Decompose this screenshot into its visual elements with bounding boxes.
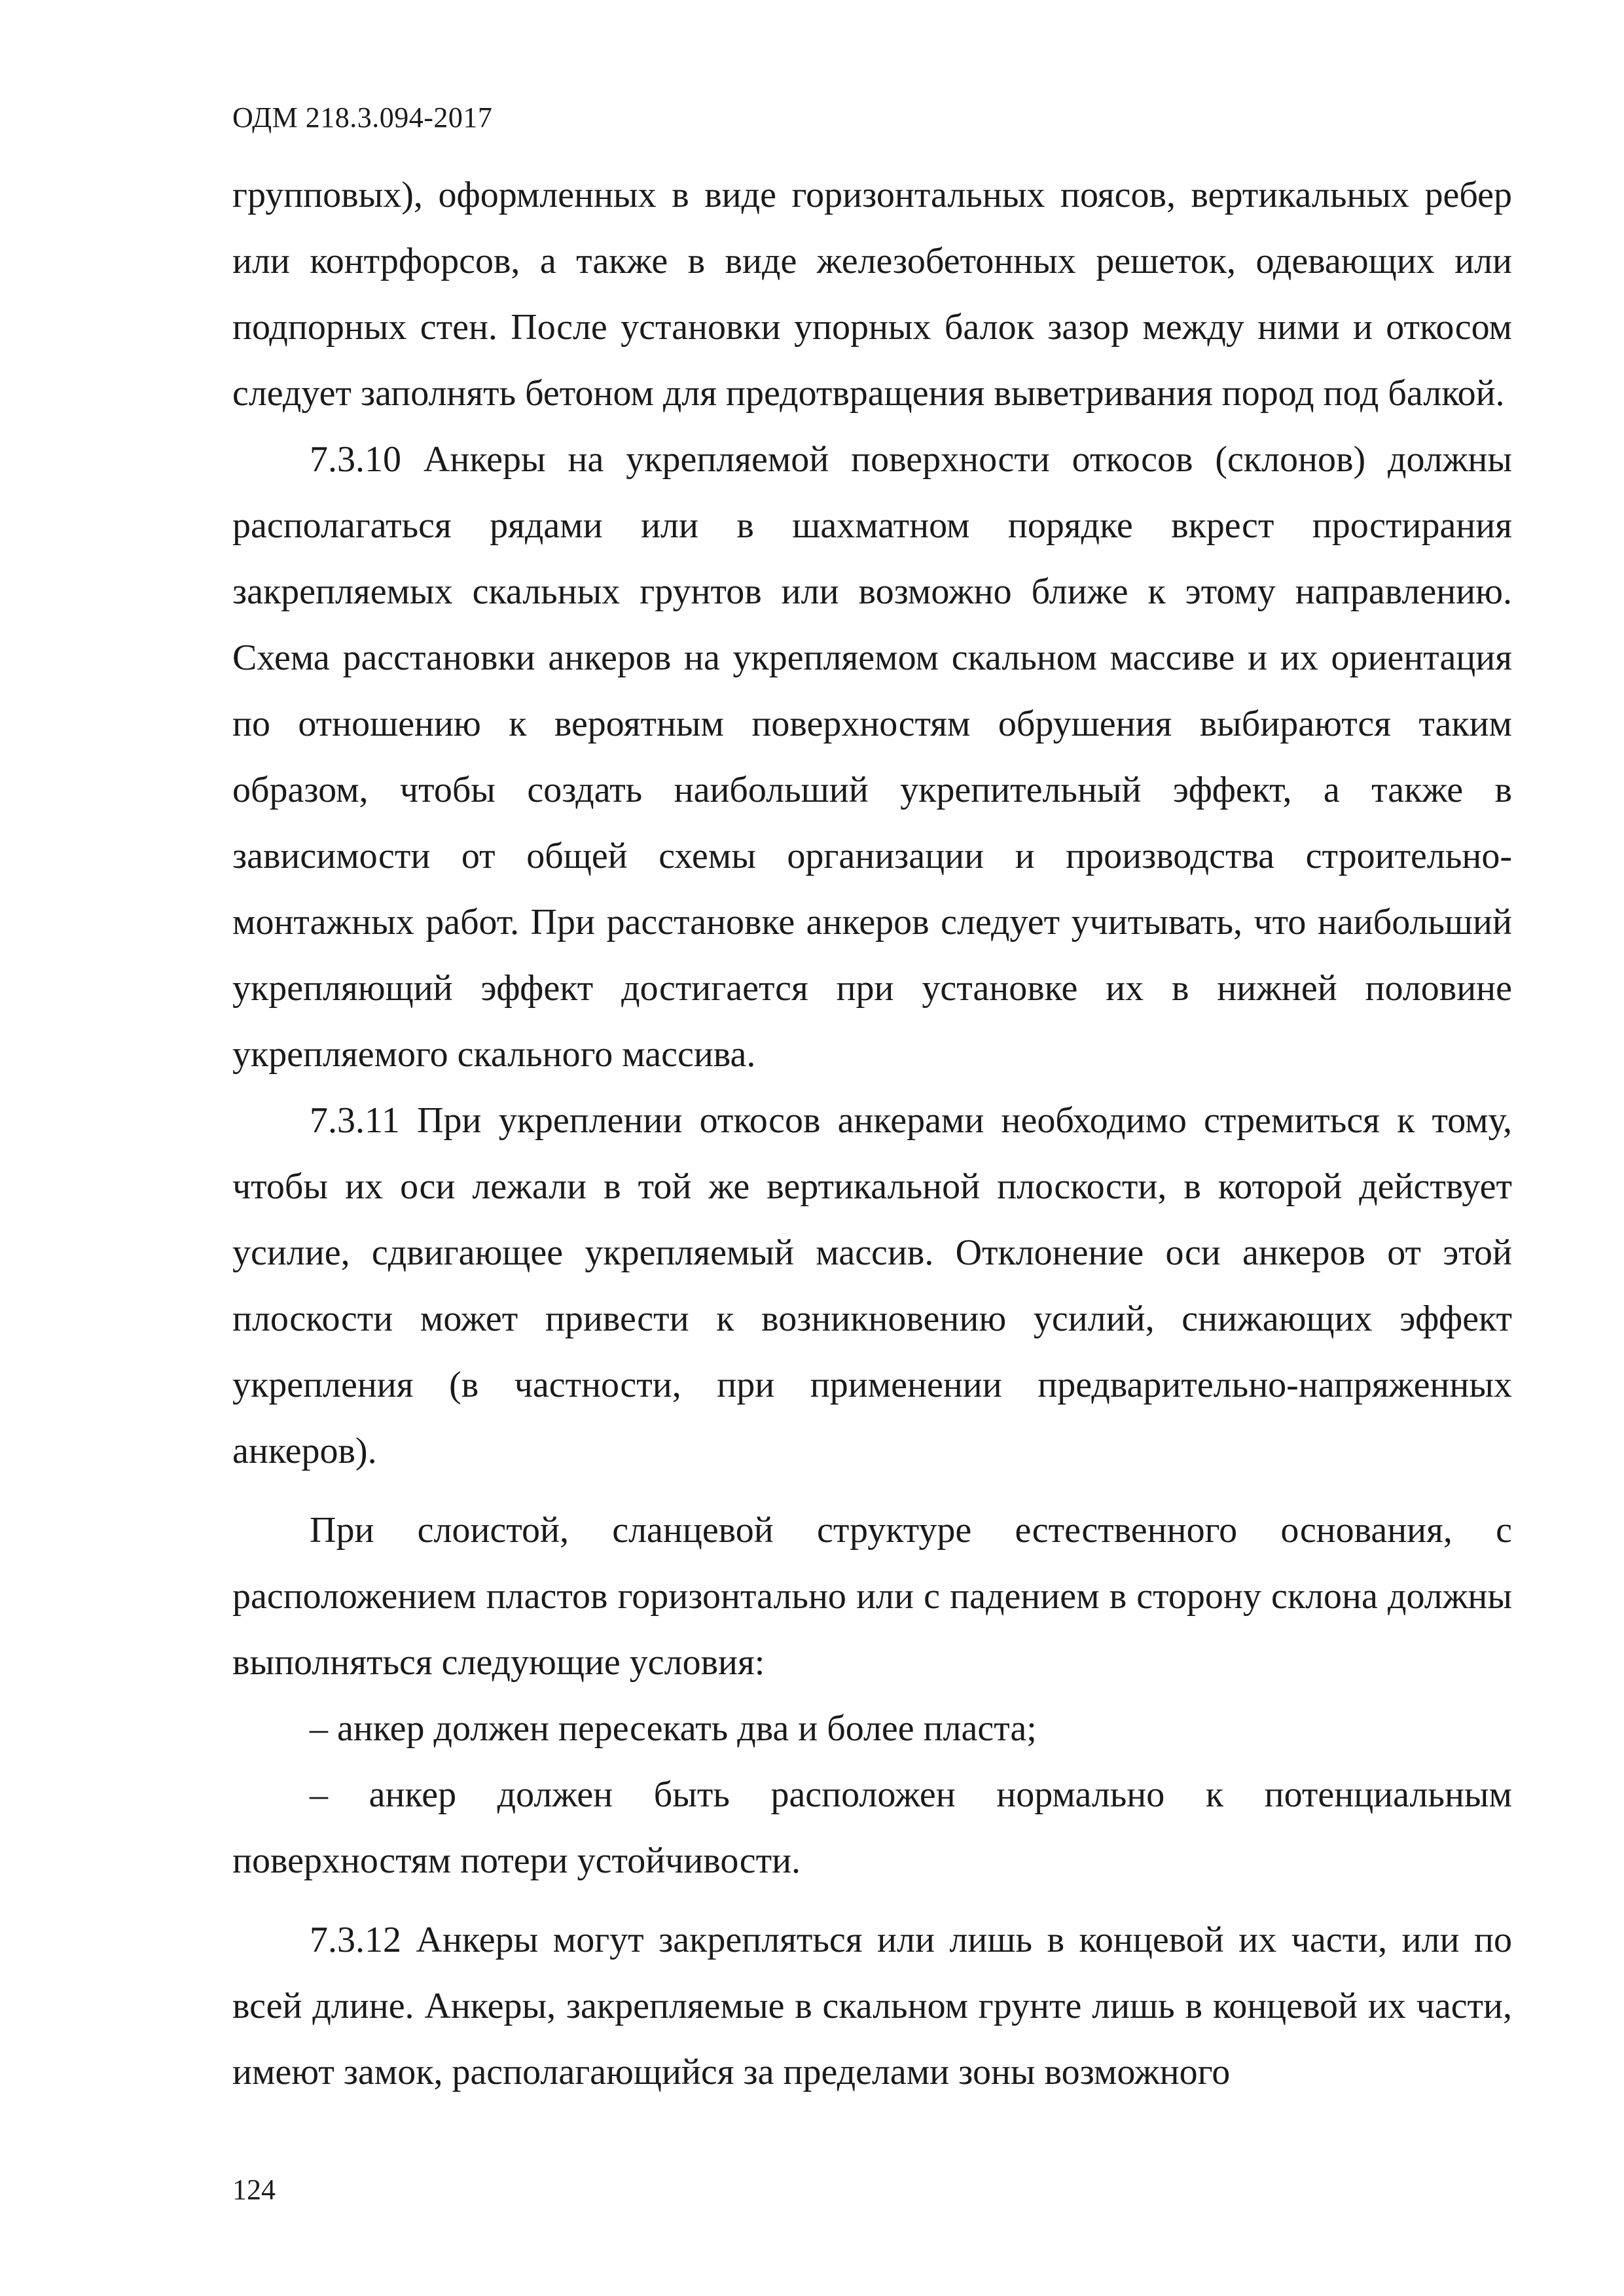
document-code-header: ОДМ 218.3.094-2017 xyxy=(232,101,493,134)
list-item-condition-2: – анкер должен быть расположен нормально к потенциальным поверхностям потери устойчивости. xyxy=(232,1774,1512,1881)
paragraph-7-3-12: 7.3.12 Анкеры могут закрепляться или лишь в концевой их части, или по всей длине. Анкеры, закрепляемые в скальном грунте лишь в концевой их части, имеют замок, располагающийся за пределами зоны возможного xyxy=(232,1920,1512,2092)
page-body xyxy=(232,162,1512,2106)
page-number: 124 xyxy=(232,2174,276,2206)
list-item-condition-1: – анкер должен пересекать два и более пласта; xyxy=(310,1708,1037,1749)
paragraph-7-3-10: 7.3.10 Анкеры на укрепляемой поверхности откосов (склонов) должны располагаться рядами или в шахматном порядке вкрест простирания закрепляемых скальных грунтов или возможно ближе к этому направлению. Схема расстановки анкеров на укрепляемом скальном массиве и их ориентация по отношению к вероятным поверхностям обрушения выбираются таким образом, чтобы создать наибольший укрепительный эффект, а также в зависимости от общей схемы организации и производства строительно-монтажных работ. При расстановке анкеров следует учитывать, что наибольший укрепляющий эффект достигается при установке их в нижней половине укрепляемого скального массива. xyxy=(232,439,1512,1075)
paragraph-continuation: групповых), оформленных в виде горизонтальных поясов, вертикальных ребер или контрфорсов, а также в виде железобетонных решеток, одевающих или подпорных стен. После установки упорных балок зазор между ними и откосом следует заполнять бетоном для предотвращения выветривания пород под балкой. xyxy=(232,175,1512,414)
paragraph-layered-structure: При слоистой, сланцевой структуре естественного основания, с расположением пластов горизонтально или с падением в сторону склона должны выполняться следующие условия: xyxy=(232,1510,1512,1683)
paragraph-7-3-11: 7.3.11 При укреплении откосов анкерами необходимо стремиться к тому, чтобы их оси лежали в той же вертикальной плоскости, в которой действует усилие, сдвигающее укрепляемый массив. Отклонение оси анкеров от этой плоскости может привести к возникновению усилий, снижающих эффект укрепления (в частности, при применении предварительно-напряженных анкеров). xyxy=(232,1100,1512,1471)
